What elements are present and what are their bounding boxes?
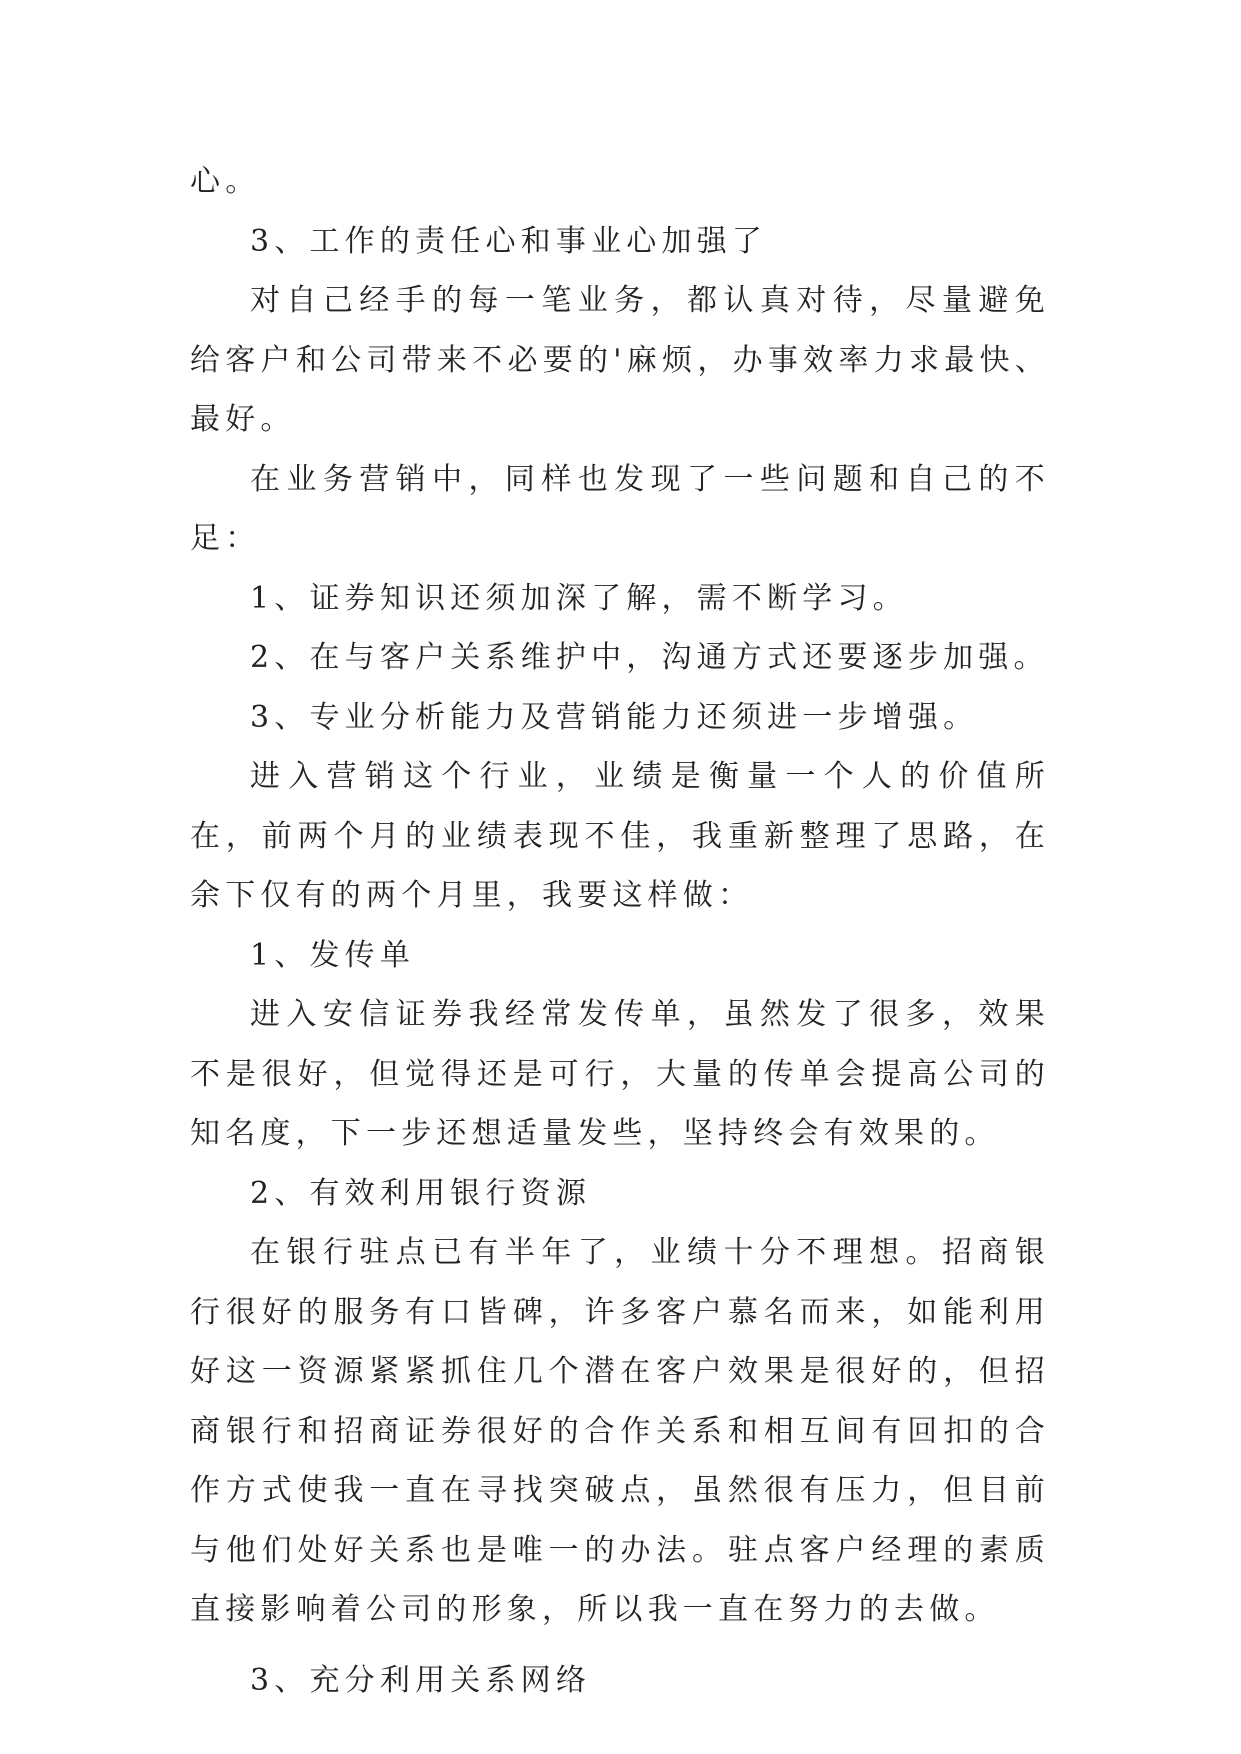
paragraph: 进入安信证券我经常发传单，虽然发了很多，效果不是很好，但觉得还是可行，大量的传单会提高公司的知名度，下一步还想适量发些，坚持终会有效果的。: [190, 997, 1050, 1151]
list-item-heading: 3、充分利用关系网络: [250, 1662, 592, 1698]
paragraph: 在业务营销中，同样也发现了一些问题和自己的不足：: [190, 461, 1050, 556]
paragraph: 对自己经手的每一笔业务，都认真对待，尽量避免给客户和公司带来不必要的'麻烦，办事效率力求最快、最好。: [190, 283, 1050, 437]
list-item-heading: 2、有效利用银行资源: [250, 1175, 592, 1211]
paragraph: 心。: [190, 164, 261, 199]
paragraph: 在银行驻点已有半年了，业绩十分不理想。招商银行很好的服务有口皆碑，许多客户慕名而来，如能利用好这一资源紧紧抓住几个潜在客户效果是很好的，但招商银行和招商证券很好的合作关系和相互间有回扣的合作方式使我一直在寻找突破点，虽然很有压力，但目前与他们处好关系也是唯一的办法。驻点客户经理的素质直接影响着公司的形象，所以我一直在努力的去做。: [190, 1235, 1050, 1627]
list-item-heading: 1、发传单: [250, 937, 416, 973]
list-item: 2、在与客户关系维护中，沟通方式还要逐步加强。: [250, 640, 1049, 675]
document-body: [190, 152, 1050, 1710]
paragraph: 进入营销这个行业，业绩是衡量一个人的价值所在，前两个月的业绩表现不佳，我重新整理了思路，在余下仅有的两个月里，我要这样做：: [190, 759, 1050, 913]
list-item: 3、专业分析能力及营销能力还须进一步增强。: [250, 699, 979, 735]
list-item: 1、证券知识还须加深了解，需不断学习。: [250, 580, 908, 616]
list-item-heading: 3、工作的责任心和事业心加强了: [250, 223, 768, 259]
